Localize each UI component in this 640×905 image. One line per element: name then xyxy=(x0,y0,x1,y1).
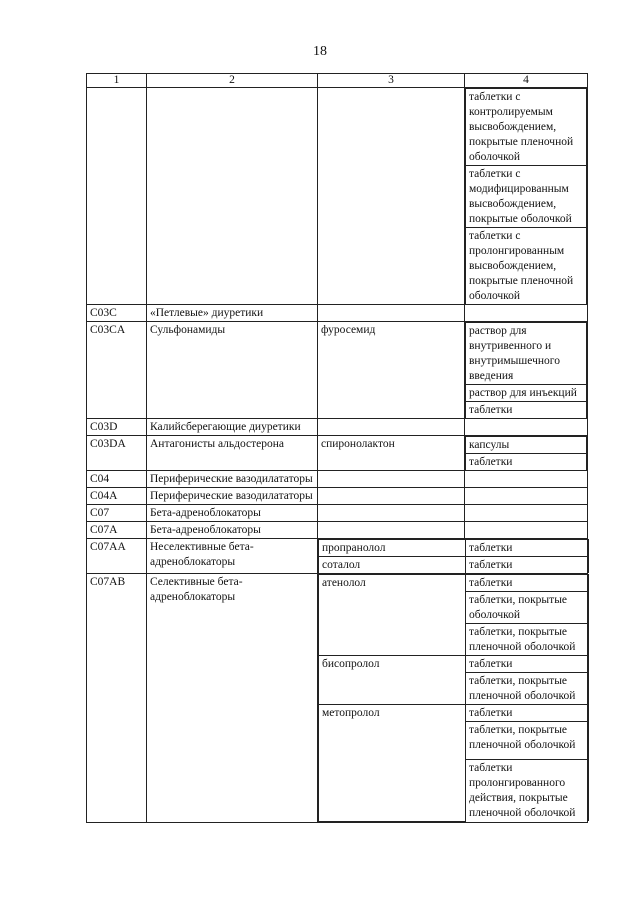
dosage-form: раствор для инъекций xyxy=(466,385,587,402)
name-cell: «Петлевые» диуретики xyxy=(147,305,318,322)
column-header: 1 xyxy=(87,74,147,88)
table-row xyxy=(87,471,588,488)
drug-cell xyxy=(318,488,465,505)
drug-cell xyxy=(318,522,465,539)
table-row xyxy=(87,522,588,539)
code-cell: C07AA xyxy=(87,539,147,574)
table-row xyxy=(87,436,588,471)
table-row xyxy=(87,322,588,419)
drug-cell xyxy=(318,88,465,305)
code-cell: C03DA xyxy=(87,436,147,471)
forms-cell xyxy=(465,322,588,419)
code-cell: C04 xyxy=(87,471,147,488)
drug-cell xyxy=(318,471,465,488)
dosage-form: таблетки с пролонгированным высвобождением, покрытые пленочной оболочкой xyxy=(466,228,587,305)
dosage-form: таблетки xyxy=(466,705,589,722)
column-header: 4 xyxy=(465,74,588,88)
drug-forms-cell xyxy=(318,574,588,823)
dosage-form: таблетки xyxy=(466,656,589,673)
drug-table xyxy=(86,73,588,823)
name-cell: Сульфонамиды xyxy=(147,322,318,419)
code-cell: C04A xyxy=(87,488,147,505)
drug-cell: фуросемид xyxy=(318,322,465,419)
dosage-form: таблетки с контролируемым высвобождением, покрытые пленочной оболочкой xyxy=(466,89,587,166)
drug-cell xyxy=(318,419,465,436)
dosage-form: таблетки, покрытые пленочной оболочкой xyxy=(466,673,589,705)
table-row xyxy=(87,539,588,574)
dosage-form: таблетки, покрытые пленочной оболочкой xyxy=(466,722,589,760)
name-cell: Бета-адреноблокаторы xyxy=(147,505,318,522)
forms-cell xyxy=(465,88,588,305)
table-row xyxy=(87,488,588,505)
forms-cell xyxy=(465,488,588,505)
column-header: 3 xyxy=(318,74,465,88)
name-cell: Бета-адреноблокаторы xyxy=(147,522,318,539)
drug-forms-cell xyxy=(318,539,588,574)
code-cell xyxy=(87,88,147,305)
dosage-form: таблетки xyxy=(466,575,589,592)
code-cell: C07AB xyxy=(87,574,147,823)
drug-name: метопролол xyxy=(319,705,466,822)
dosage-form: раствор для внутривенного и внутримышечного введения xyxy=(466,323,587,385)
code-cell: C03C xyxy=(87,305,147,322)
forms-cell xyxy=(465,305,588,322)
drug-name: бисопролол xyxy=(319,656,466,705)
forms-cell xyxy=(465,436,588,471)
column-header: 2 xyxy=(147,74,318,88)
name-cell: Калийсберегающие диуретики xyxy=(147,419,318,436)
drug-name: атенолол xyxy=(319,575,466,656)
table-row xyxy=(87,305,588,322)
code-cell: C03D xyxy=(87,419,147,436)
name-cell: Неселективные бета-адреноблокаторы xyxy=(147,539,318,574)
drug-cell xyxy=(318,505,465,522)
name-cell: Антагонисты альдостерона xyxy=(147,436,318,471)
name-cell: Периферические вазодилататоры xyxy=(147,488,318,505)
forms-cell xyxy=(465,419,588,436)
name-cell xyxy=(147,88,318,305)
table-row xyxy=(87,505,588,522)
code-cell: C03CA xyxy=(87,322,147,419)
header-row xyxy=(87,74,588,88)
dosage-form: таблетки xyxy=(466,557,589,574)
forms-cell xyxy=(465,505,588,522)
code-cell: C07A xyxy=(87,522,147,539)
dosage-form: таблетки xyxy=(466,402,587,419)
table-row xyxy=(87,88,588,305)
drug-cell: спиронолактон xyxy=(318,436,465,471)
dosage-form: таблетки с модифицированным высвобождением, покрытые оболочкой xyxy=(466,166,587,228)
table-row xyxy=(87,574,588,823)
dosage-form: таблетки, покрытые оболочкой xyxy=(466,592,589,624)
dosage-form: таблетки пролонгированного действия, покрытые пленочной оболочкой xyxy=(466,760,589,822)
table-row xyxy=(87,419,588,436)
dosage-form: таблетки xyxy=(466,540,589,557)
dosage-form: таблетки xyxy=(466,454,587,471)
name-cell: Селективные бета-адреноблокаторы xyxy=(147,574,318,823)
forms-cell xyxy=(465,471,588,488)
drug-cell xyxy=(318,305,465,322)
page-number: 18 xyxy=(313,44,327,59)
dosage-form: таблетки, покрытые пленочной оболочкой xyxy=(466,624,589,656)
forms-cell xyxy=(465,522,588,539)
name-cell: Периферические вазодилататоры xyxy=(147,471,318,488)
code-cell: C07 xyxy=(87,505,147,522)
dosage-form: капсулы xyxy=(466,437,587,454)
drug-name: пропранолол xyxy=(319,540,466,557)
drug-name: соталол xyxy=(319,557,466,574)
